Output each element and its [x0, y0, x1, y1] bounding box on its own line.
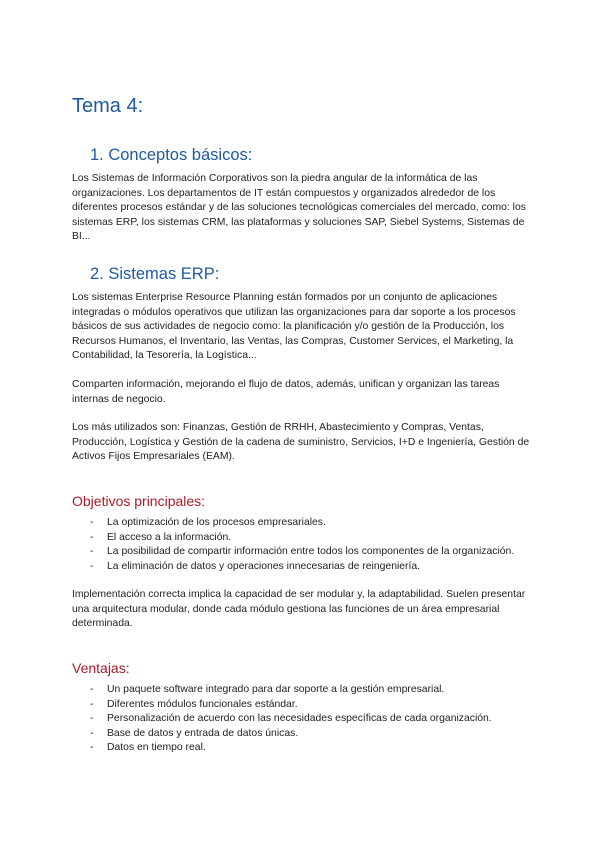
dash-bullet: - — [90, 684, 94, 696]
objetivos-heading: Objetivos principales: — [72, 492, 206, 509]
list-item-text: Base de datos y entrada de datos únicas. — [107, 727, 299, 739]
list-item-text: Diferentes módulos funcionales estándar. — [107, 698, 298, 710]
page-title: Tema 4: — [72, 95, 144, 117]
list-item — [90, 560, 530, 575]
list-item-text: La posibilidad de compartir información entre todos los componentes de la organización. — [107, 546, 515, 558]
ventajas-list — [72, 683, 530, 756]
list-item-text: El acceso a la información. — [107, 531, 232, 543]
paragraph-erp-sharing: Comparten información, mejorando el flujo de datos, además, unifican y organizan las tareas internas de negocio. — [72, 378, 500, 405]
list-item — [90, 531, 530, 546]
dash-bullet: - — [90, 742, 94, 754]
list-item — [90, 698, 530, 713]
list-item — [90, 741, 530, 756]
dash-bullet: - — [90, 531, 94, 543]
dash-bullet: - — [90, 727, 94, 739]
list-item — [90, 712, 530, 727]
paragraph-implementacion: Implementación correcta implica la capacidad de ser modular y, la adaptabilidad. Suelen presentar una arquitectura modular, donde cada módulo gestiona las funciones de un área empresarial determinada. — [72, 589, 526, 630]
list-item — [90, 545, 530, 560]
section-heading-conceptos: 1. Conceptos básicos: — [90, 146, 253, 164]
list-item-text: Datos en tiempo real. — [107, 742, 206, 754]
list-item — [90, 516, 530, 531]
ventajas-heading: Ventajas: — [72, 660, 130, 677]
list-item — [90, 727, 530, 742]
list-item-text: Personalización de acuerdo con las necesidades específicas de cada organización. — [107, 713, 492, 725]
dash-bullet: - — [90, 560, 94, 572]
objetivos-list — [72, 516, 530, 574]
list-item — [90, 683, 530, 698]
dash-bullet: - — [90, 713, 94, 725]
dash-bullet: - — [90, 516, 94, 528]
section-heading-erp: 2. Sistemas ERP: — [90, 264, 220, 283]
dash-bullet: - — [90, 698, 94, 710]
list-item-text: La optimización de los procesos empresariales. — [107, 516, 326, 528]
list-item-text: La eliminación de datos y operaciones innecesarias de reingeniería. — [107, 560, 421, 572]
list-item-text: Un paquete software integrado para dar soporte a la gestión empresarial. — [107, 684, 445, 696]
paragraph-erp-most-used: Los más utilizados son: Finanzas, Gestión de RRHH, Abastecimiento y Compras, Ventas, Producción, Logística y Gestión de la cadena de suministro, Servicios, I+D e Ingeniería, Gestión de Activos Fijos Empresariales (EAM). — [72, 422, 530, 463]
paragraph-conceptos: Los Sistemas de Información Corporativos son la piedra angular de la informática de las organizaciones. Los departamentos de IT están compuestos y organizados alrededor de los diferentes procesos estándar y de las soluciones tecnológicas comerciales del mercado, como: los sistemas ERP, los sistemas CRM, las plataformas y soluciones SAP, Siebel Systems, Sistemas de BI... — [72, 173, 526, 243]
paragraph-erp-definition: Los sistemas Enterprise Resource Planning están formados por un conjunto de aplicaciones integradas o módulos operativos que utilizan las organizaciones para dar soporte a los procesos básicos de sus actividades de negocio como: la planificación y/o gestión de la Producción, los Recursos Humanos, el Inventario, las Ventas, las Compras, Customer Services, el Marketing, la Contabilidad, la Tesorería, la Logística... — [72, 291, 516, 362]
dash-bullet: - — [90, 546, 94, 558]
